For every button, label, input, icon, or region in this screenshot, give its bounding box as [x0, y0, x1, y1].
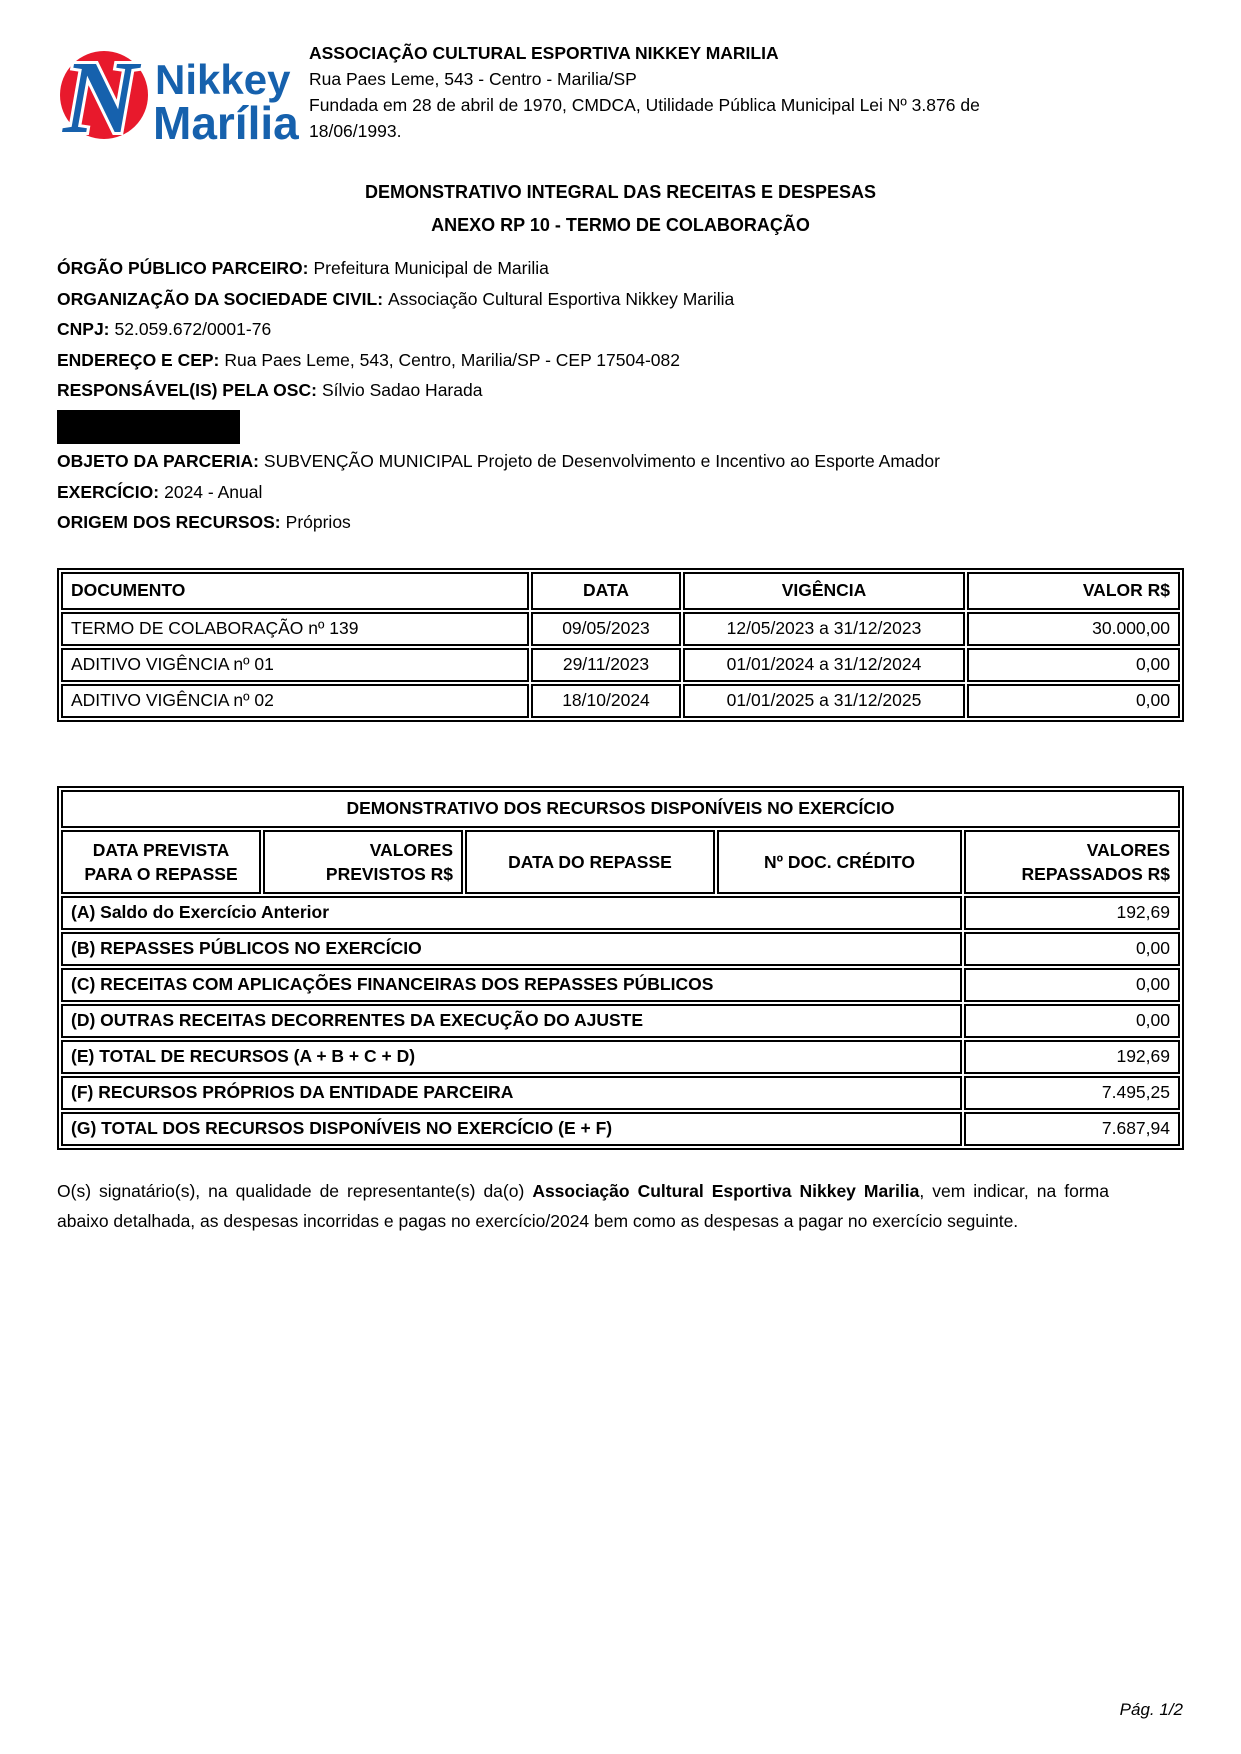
field-value: Sílvio Sadao Harada — [321, 380, 483, 401]
recursos-table-title: DEMONSTRATIVO DOS RECURSOS DISPONÍVEIS NO EXERCÍCIO — [61, 790, 1180, 828]
header-line: REPASSADOS R$ — [1021, 863, 1170, 884]
field-origem-recursos — [57, 507, 1184, 538]
row-label-f: (F) RECURSOS PRÓPRIOS DA ENTIDADE PARCEIRA — [61, 1076, 962, 1110]
field-exercicio — [57, 477, 1184, 508]
header-line: DATA PREVISTA — [92, 839, 230, 860]
table-row — [61, 932, 1180, 966]
row-label-a: (A) Saldo do Exercício Anterior — [61, 896, 962, 930]
field-organizacao — [57, 284, 1184, 315]
field-endereco — [57, 345, 1184, 376]
field-label: RESPONSÁVEL(IS) PELA OSC: — [57, 380, 317, 401]
field-value: Rua Paes Leme, 543, Centro, Marilia/SP - CEP 17504-082 — [224, 349, 680, 370]
cell-vigencia: 01/01/2024 a 31/12/2024 — [683, 648, 965, 682]
cell-vigencia: 12/05/2023 a 31/12/2023 — [683, 612, 965, 646]
column-header-data-prevista — [61, 830, 261, 894]
field-value: Próprios — [285, 512, 351, 533]
cell-vigencia: 01/01/2025 a 31/12/2025 — [683, 684, 965, 718]
column-header-valores-previstos — [263, 830, 463, 894]
paragraph-org-name: Associação Cultural Esportiva Nikkey Marilia — [532, 1180, 920, 1201]
redacted-info-bar — [57, 410, 240, 444]
paragraph-text: O(s) signatário(s), na qualidade de representante(s) da(o) — [57, 1180, 533, 1201]
logo-name-line2: Marília — [153, 97, 299, 146]
table-row — [61, 1040, 1180, 1074]
table-row — [61, 1076, 1180, 1110]
cell-documento: ADITIVO VIGÊNCIA nº 02 — [61, 684, 529, 718]
row-value-g: 7.687,94 — [964, 1112, 1180, 1146]
field-value: SUBVENÇÃO MUNICIPAL Projeto de Desenvolvimento e Incentivo ao Esporte Amador — [263, 450, 940, 471]
field-value: 52.059.672/0001-76 — [114, 319, 272, 340]
organization-founded: Fundada em 28 de abril de 1970, CMDCA, Utilidade Pública Municipal Lei Nº 3.876 de 18/06/1993. — [309, 95, 980, 141]
field-label: ENDEREÇO E CEP: — [57, 349, 220, 370]
logo-name-line1: Nikkey — [155, 56, 291, 103]
row-label-e: (E) TOTAL DE RECURSOS (A + B + C + D) — [61, 1040, 962, 1074]
cell-documento: TERMO DE COLABORAÇÃO nº 139 — [61, 612, 529, 646]
paragraph-text: , vem indicar, na forma abaixo detalhada, as despesas incorridas e pagas no exercício/2024 bem como as despesas a pagar no exercício seguinte. — [57, 1180, 1109, 1231]
table-row — [61, 684, 1180, 718]
field-label: CNPJ: — [57, 319, 110, 340]
letterhead-text — [309, 36, 1061, 144]
column-header-doc-credito — [717, 830, 962, 894]
field-cnpj — [57, 314, 1184, 345]
cell-valor: 0,00 — [967, 684, 1180, 718]
table-row — [61, 1004, 1180, 1038]
field-orgao-publico — [57, 253, 1184, 284]
document-title: DEMONSTRATIVO INTEGRAL DAS RECEITAS E DESPESAS — [364, 182, 877, 202]
row-label-c: (C) RECEITAS COM APLICAÇÕES FINANCEIRAS DOS REPASSES PÚBLICOS — [61, 968, 962, 1002]
column-header-valores-repassados — [964, 830, 1180, 894]
documents-table — [57, 568, 1184, 722]
field-value: Prefeitura Municipal de Marilia — [313, 258, 549, 278]
row-label-b: (B) REPASSES PÚBLICOS NO EXERCÍCIO — [61, 932, 962, 966]
header-line: VALORES — [1086, 839, 1170, 860]
cell-valor: 30.000,00 — [967, 612, 1180, 646]
field-label: ORGANIZAÇÃO DA SOCIEDADE CIVIL: — [57, 288, 384, 309]
header-line: VALORES — [369, 839, 453, 860]
letterhead — [57, 36, 1184, 146]
document-title-block — [57, 176, 1184, 242]
row-value-c: 0,00 — [964, 968, 1180, 1002]
row-value-b: 0,00 — [964, 932, 1180, 966]
field-label: OBJETO DA PARCERIA: — [57, 450, 259, 471]
recursos-table-title-row — [61, 790, 1180, 828]
field-label: EXERCÍCIO: — [57, 481, 160, 502]
row-value-a: 192,69 — [964, 896, 1180, 930]
recursos-table — [57, 786, 1184, 1150]
page-number: Pág. 1/2 — [1119, 1700, 1183, 1719]
column-header-data: DATA — [531, 572, 681, 610]
column-header-valor: VALOR R$ — [967, 572, 1180, 610]
table-row — [61, 896, 1180, 930]
row-value-f: 7.495,25 — [964, 1076, 1180, 1110]
column-header-documento: DOCUMENTO — [61, 572, 529, 610]
nikkey-marilia-logo-icon — [57, 36, 299, 146]
logo-monogram-n: N — [63, 40, 139, 146]
recursos-table-header-row — [61, 830, 1180, 894]
table-row — [61, 968, 1180, 1002]
info-fields — [57, 253, 1184, 538]
organization-address: Rua Paes Leme, 543 - Centro - Marilia/SP — [309, 69, 637, 89]
cell-data: 18/10/2024 — [531, 684, 681, 718]
row-value-d: 0,00 — [964, 1004, 1180, 1038]
column-header-vigencia: VIGÊNCIA — [683, 572, 965, 610]
header-line: PARA O REPASSE — [84, 863, 238, 884]
organization-name: ASSOCIAÇÃO CULTURAL ESPORTIVA NIKKEY MARILIA — [309, 43, 779, 63]
cell-documento: ADITIVO VIGÊNCIA nº 01 — [61, 648, 529, 682]
row-label-d: (D) OUTRAS RECEITAS DECORRENTES DA EXECUÇÃO DO AJUSTE — [61, 1004, 962, 1038]
field-value: Associação Cultural Esportiva Nikkey Marilia — [388, 288, 735, 309]
cell-data: 29/11/2023 — [531, 648, 681, 682]
table-row — [61, 1112, 1180, 1146]
field-responsavel — [57, 375, 1184, 406]
header-line: PREVISTOS R$ — [325, 863, 453, 884]
cell-valor: 0,00 — [967, 648, 1180, 682]
field-label: ÓRGÃO PÚBLICO PARCEIRO: — [57, 258, 309, 278]
table-row — [61, 648, 1180, 682]
header-line: DATA DO REPASSE — [508, 851, 672, 872]
documents-table-header-row — [61, 572, 1180, 610]
row-value-e: 192,69 — [964, 1040, 1180, 1074]
document-subtitle: ANEXO RP 10 - TERMO DE COLABORAÇÃO — [431, 215, 810, 235]
field-label: ORIGEM DOS RECURSOS: — [57, 512, 281, 533]
field-value: 2024 - Anual — [164, 481, 263, 502]
header-line: Nº DOC. CRÉDITO — [764, 851, 915, 872]
cell-data: 09/05/2023 — [531, 612, 681, 646]
row-label-g: (G) TOTAL DOS RECURSOS DISPONÍVEIS NO EXERCÍCIO (E + F) — [61, 1112, 962, 1146]
signatory-paragraph — [57, 1176, 1109, 1236]
table-row — [61, 612, 1180, 646]
field-objeto — [57, 446, 1184, 477]
column-header-data-repasse — [465, 830, 715, 894]
